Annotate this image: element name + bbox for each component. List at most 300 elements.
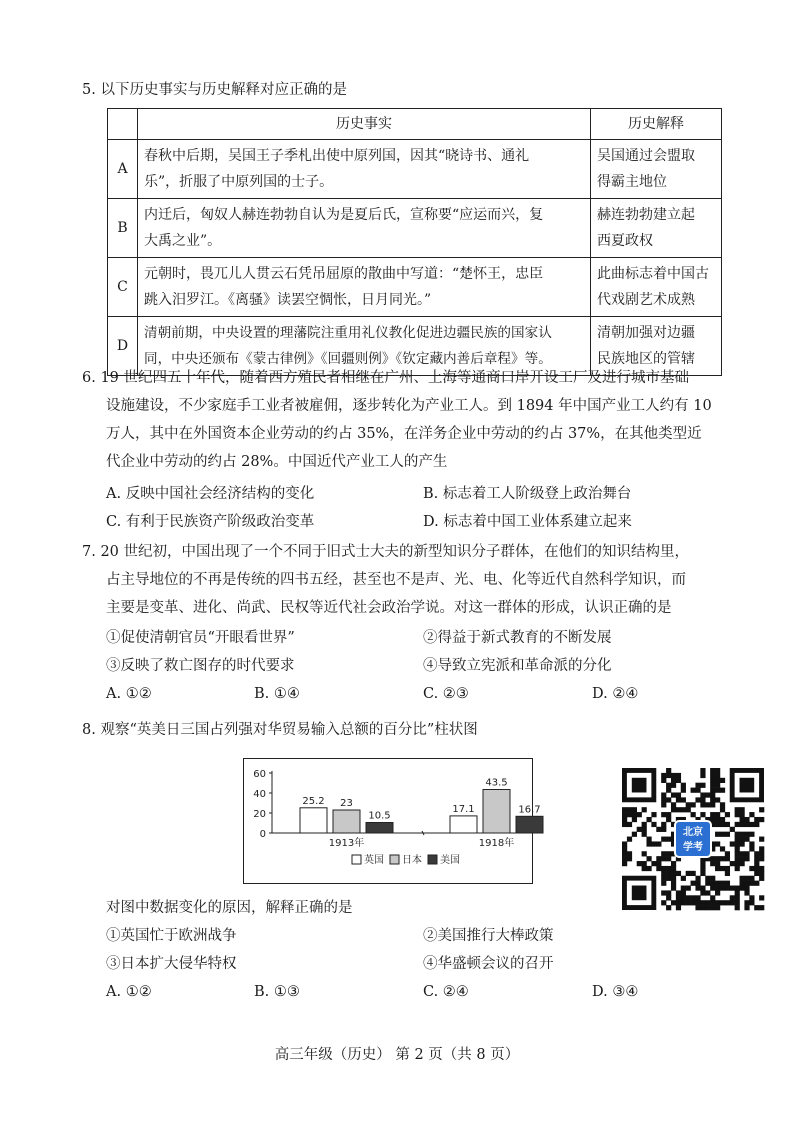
qr-module [700, 773, 705, 778]
table-row [108, 199, 722, 258]
legend-label: 美国 [440, 855, 460, 866]
row-explanation: 赫连勃勃建立起 西夏政权 [591, 199, 722, 258]
qr-module [691, 881, 696, 886]
qr-module [671, 886, 676, 891]
qr-module [627, 856, 632, 861]
qr-module [754, 856, 759, 861]
qr-module [705, 881, 710, 886]
header-explanation: 历史解释 [591, 109, 722, 140]
qr-module [740, 841, 745, 846]
q8-option-a[interactable]: A. ①② [106, 984, 152, 1000]
qr-module [656, 856, 661, 861]
legend-swatch [390, 855, 399, 864]
qr-module [715, 905, 720, 910]
qr-module [735, 837, 740, 842]
qr-module [744, 822, 749, 827]
qr-module [671, 807, 676, 812]
qr-module [725, 886, 730, 891]
qr-module [725, 881, 730, 886]
qr-module [740, 851, 745, 856]
qr-module [622, 817, 627, 822]
qr-badge-line1: 北京 [683, 827, 703, 838]
qr-module [735, 886, 740, 891]
qr-module [676, 797, 681, 802]
qr-module [666, 817, 671, 822]
qr-module [744, 856, 749, 861]
data-label: 16.7 [518, 804, 541, 816]
header-fact: 历史事实 [138, 109, 591, 140]
qr-module [632, 812, 637, 817]
qr-module [710, 881, 715, 886]
qr-module [700, 797, 705, 802]
qr-module [715, 861, 720, 866]
qr-module [676, 890, 681, 895]
qr-module [681, 876, 686, 881]
qr-module [720, 881, 725, 886]
qr-module [671, 792, 676, 797]
qr-module [720, 778, 725, 783]
qr-module [744, 886, 749, 891]
qr-module [705, 890, 710, 895]
qr-module [700, 871, 705, 876]
qr-module [705, 876, 710, 881]
q6-option-a[interactable]: A. 反映中国社会经济结构的变化 [106, 486, 315, 502]
qr-module [744, 832, 749, 837]
qr-module [656, 866, 661, 871]
qr-module [646, 841, 651, 846]
qr-module [715, 788, 720, 793]
qr-module [710, 856, 715, 861]
qr-module [735, 832, 740, 837]
qr-module [744, 876, 749, 881]
q8-option-c[interactable]: C. ②④ [423, 984, 469, 1000]
qr-module [710, 792, 715, 797]
qr-module [666, 797, 671, 802]
qr-module [740, 832, 745, 837]
qr-module [656, 861, 661, 866]
qr-module [627, 822, 632, 827]
qr-module [715, 768, 720, 773]
qr-module [754, 905, 759, 910]
data-label: 43.5 [485, 777, 508, 789]
qr-module [686, 807, 691, 812]
qr-module [725, 851, 730, 856]
q6-option-b[interactable]: B. 标志着工人阶级登上政治舞台 [423, 486, 632, 502]
qr-module [735, 866, 740, 871]
qr-module [705, 905, 710, 910]
qr-module [710, 905, 715, 910]
qr-module [735, 905, 740, 910]
qr-module [730, 841, 735, 846]
qr-module [744, 837, 749, 842]
q6-option-d[interactable]: D. 标志着中国工业体系建立起来 [423, 514, 632, 530]
qr-module [661, 890, 666, 895]
qr-module [700, 792, 705, 797]
qr-module [759, 871, 764, 876]
qr-module [676, 773, 681, 778]
qr-module [715, 866, 720, 871]
q5-stem: 5. 以下历史事实与历史解释对应正确的是 [82, 82, 347, 98]
row-fact: 元朝时，畏兀儿人贯云石凭吊屈原的散曲中写道：“楚怀王，忠臣 跳入汨罗江。《离骚》读罢空惆怅，日月同光。” [138, 258, 591, 317]
y-tick-label: 60 [253, 769, 266, 780]
qr-module [666, 856, 671, 861]
qr-module [710, 886, 715, 891]
qr-module [642, 851, 647, 856]
qr-module [686, 895, 691, 900]
qr-module [735, 895, 740, 900]
qr-module [681, 886, 686, 891]
qr-module [661, 856, 666, 861]
qr-module [754, 817, 759, 822]
bar-美国 [366, 823, 393, 834]
qr-module [735, 846, 740, 851]
qr-module [749, 846, 754, 851]
qr-module [642, 866, 647, 871]
qr-module [691, 802, 696, 807]
qr-module [715, 812, 720, 817]
qr-module [646, 817, 651, 822]
bar-chart-svg [244, 759, 541, 883]
qr-module [715, 900, 720, 905]
q7-line: 7. 20 世纪初，中国出现了一个不同于旧式士大夫的新型知识分子群体，在他们的知识结构里， [82, 544, 689, 560]
qr-module [695, 900, 700, 905]
data-label: 23 [340, 798, 353, 809]
qr-module [681, 895, 686, 900]
qr-module [622, 856, 627, 861]
qr-module [710, 768, 715, 773]
row-label: A [108, 140, 138, 199]
header-blank [108, 109, 138, 140]
qr-module [695, 788, 700, 793]
qr-module [720, 856, 725, 861]
qr-module [666, 895, 671, 900]
qr-module [740, 807, 745, 812]
qr-module [715, 783, 720, 788]
qr-module [715, 832, 720, 837]
qr-module [715, 822, 720, 827]
qr-module [666, 866, 671, 871]
qr-module [735, 861, 740, 866]
qr-module [700, 905, 705, 910]
qr-module [661, 802, 666, 807]
qr-module [759, 851, 764, 856]
qr-module [671, 871, 676, 876]
qr-module [735, 851, 740, 856]
qr-module [754, 822, 759, 827]
qr-module [700, 890, 705, 895]
qr-module [759, 876, 764, 881]
qr-module [622, 851, 627, 856]
qr-module [622, 846, 627, 851]
qr-module [710, 797, 715, 802]
qr-module [720, 832, 725, 837]
qr-module [705, 802, 710, 807]
qr-module [666, 812, 671, 817]
qr-module [666, 783, 671, 788]
q8-question: 对图中数据变化的原因，解释正确的是 [106, 900, 353, 916]
qr-module [671, 861, 676, 866]
qr-module [735, 822, 740, 827]
q6-line: 万人，其中在外国资本企业劳动的约占 35%，在洋务企业中劳动的约占 37%，在其他类型近 [106, 426, 702, 442]
row-fact: 春秋中后期，吴国王子季札出使中原列国，因其“晓诗书、通礼 乐”，折服了中原列国的士子。 [138, 140, 591, 199]
y-tick-label: 20 [253, 809, 266, 820]
qr-module [632, 817, 637, 822]
qr-module [749, 832, 754, 837]
q6-option-c[interactable]: C. 有利于民族资产阶级政治变革 [106, 514, 315, 530]
qr-module [671, 773, 676, 778]
qr-module [642, 827, 647, 832]
qr-module [642, 832, 647, 837]
q7-option-d[interactable]: D. ②④ [592, 686, 639, 702]
qr-module [730, 895, 735, 900]
row-label: B [108, 199, 138, 258]
qr-module [686, 871, 691, 876]
qr-module [661, 900, 666, 905]
qr-module [700, 861, 705, 866]
qr-module [627, 851, 632, 856]
table-row [108, 140, 722, 199]
qr-module [759, 837, 764, 842]
qr-module [740, 886, 745, 891]
qr-module [700, 802, 705, 807]
qr-module [715, 856, 720, 861]
qr-module [744, 851, 749, 856]
qr-module [720, 817, 725, 822]
qr-module [661, 812, 666, 817]
qr-module [710, 812, 715, 817]
qr-module [681, 890, 686, 895]
qr-module [749, 866, 754, 871]
q7-item: ①促使清朝官员“开眼看世界” [106, 630, 295, 646]
qr-module [695, 886, 700, 891]
qr-module [622, 812, 627, 817]
qr-module [700, 886, 705, 891]
bar-日本 [333, 810, 360, 833]
qr-module [720, 866, 725, 871]
category-label: 1918年 [478, 838, 515, 849]
qr-module [666, 890, 671, 895]
qr-module [710, 876, 715, 881]
qr-module [715, 886, 720, 891]
q6-line: 设施建设，不少家庭手工业者被雇佣，逐步转化为产业工人。到 1894 年中国产业工人约有 10 [106, 398, 712, 414]
qr-module [651, 841, 656, 846]
qr-module [730, 861, 735, 866]
qr-module [671, 876, 676, 881]
qr-module [661, 871, 666, 876]
qr-module [715, 841, 720, 846]
qr-module [749, 841, 754, 846]
qr-module [740, 881, 745, 886]
qr-module [671, 778, 676, 783]
qr-module [656, 841, 661, 846]
qr-module [691, 812, 696, 817]
bar-英国 [300, 808, 327, 833]
qr-module [666, 837, 671, 842]
qr-module [759, 817, 764, 822]
qr-module [710, 788, 715, 793]
qr-module [710, 900, 715, 905]
qr-module [695, 905, 700, 910]
qr-module [627, 812, 632, 817]
qr-module [646, 837, 651, 842]
qr-module [676, 792, 681, 797]
qr-module [720, 788, 725, 793]
qr-module [661, 881, 666, 886]
qr-module [661, 822, 666, 827]
qr-module [622, 807, 627, 812]
qr-module [666, 851, 671, 856]
qr-module [759, 905, 764, 910]
qr-module [686, 802, 691, 807]
legend-swatch [428, 855, 437, 864]
qr-module [681, 783, 686, 788]
qr-module [661, 797, 666, 802]
qr-module [749, 881, 754, 886]
qr-module [646, 856, 651, 861]
qr-module [676, 807, 681, 812]
qr-module [700, 900, 705, 905]
qr-module [700, 768, 705, 773]
qr-module [661, 778, 666, 783]
qr-module [740, 861, 745, 866]
qr-module [744, 890, 749, 895]
q7-item: ③反映了救亡图存的时代要求 [106, 658, 295, 674]
qr-module [735, 841, 740, 846]
qr-module [627, 837, 632, 842]
q8-stem: 8. 观察“英美日三国占列强对华贸易输入总额的百分比”柱状图 [82, 722, 478, 738]
qr-module [676, 905, 681, 910]
q8-item: ③日本扩大侵华特权 [106, 956, 237, 972]
qr-module [691, 895, 696, 900]
qr-module [759, 895, 764, 900]
qr-module [681, 797, 686, 802]
qr-module [666, 876, 671, 881]
qr-module [691, 900, 696, 905]
qr-module [691, 871, 696, 876]
qr-module [637, 812, 642, 817]
qr-module [744, 881, 749, 886]
qr-module [671, 783, 676, 788]
qr-module [759, 807, 764, 812]
qr-module [754, 861, 759, 866]
qr-module [651, 812, 656, 817]
qr-module [710, 783, 715, 788]
qr-module [720, 886, 725, 891]
qr-module [627, 807, 632, 812]
legend-swatch [352, 855, 361, 864]
qr-module [700, 783, 705, 788]
qr-module [749, 812, 754, 817]
q8-item: ①英国忙于欧洲战争 [106, 928, 237, 944]
qr-module [725, 832, 730, 837]
qr-module [710, 778, 715, 783]
qr-badge [674, 820, 712, 858]
qr-module [720, 900, 725, 905]
qr-module [740, 856, 745, 861]
q8-option-d[interactable]: D. ③④ [592, 984, 639, 1000]
qr-module [676, 778, 681, 783]
q8-option-b[interactable]: B. ①③ [254, 984, 300, 1000]
q7-option-c[interactable]: C. ②③ [423, 686, 469, 702]
qr-module [671, 881, 676, 886]
legend-label: 日本 [402, 855, 422, 866]
qr-module [700, 866, 705, 871]
page-footer: 高三年级（历史） 第 2 页（共 8 页） [274, 1047, 520, 1063]
qr-module [715, 890, 720, 895]
qr-module [661, 837, 666, 842]
qr-module [740, 822, 745, 827]
q7-item: ④导致立宪派和革命派的分化 [423, 658, 612, 674]
qr-module [622, 861, 627, 866]
qr-module [735, 900, 740, 905]
row-explanation: 吴国通过会盟取 得霸主地位 [591, 140, 722, 199]
q6-line: 代企业中劳动的约占 28%。中国近代产业工人的产生 [106, 454, 448, 470]
qr-module [681, 807, 686, 812]
qr-module [681, 788, 686, 793]
qr-module [676, 900, 681, 905]
qr-module [754, 851, 759, 856]
qr-module [720, 822, 725, 827]
q7-option-a[interactable]: A. ①② [106, 686, 152, 702]
qr-module [666, 871, 671, 876]
qr-module [715, 817, 720, 822]
qr-module [651, 822, 656, 827]
qr-module [715, 773, 720, 778]
qr-module [632, 807, 637, 812]
qr-module [740, 876, 745, 881]
qr-module [642, 861, 647, 866]
qr-module [661, 866, 666, 871]
qr-module [691, 788, 696, 793]
qr-module [661, 876, 666, 881]
q7-line: 占主导地位的不再是传统的四书五经，甚至也不是声、光、电、化等近代自然科学知识，而 [106, 572, 686, 588]
qr-module [735, 890, 740, 895]
qr-module [661, 827, 666, 832]
bar-日本 [483, 790, 510, 834]
row-label: C [108, 258, 138, 317]
qr-module [715, 881, 720, 886]
qr-module [705, 792, 710, 797]
qr-module [671, 866, 676, 871]
table-header-row [108, 109, 722, 140]
qr-module [735, 807, 740, 812]
q7-item: ②得益于新式教育的不断发展 [423, 630, 612, 646]
qr-module [710, 861, 715, 866]
y-tick-label: 40 [253, 789, 266, 800]
qr-module [637, 827, 642, 832]
qr-module [744, 900, 749, 905]
qr-module [735, 856, 740, 861]
history-table [107, 108, 722, 376]
qr-module [656, 827, 661, 832]
qr-module [725, 866, 730, 871]
qr-module [754, 881, 759, 886]
q7-option-b[interactable]: B. ①④ [254, 686, 300, 702]
q6-line: 6. 19 世纪四五十年代，随着西方殖民者相继在广州、上海等通商口岸开设工厂及进行城市基础 [82, 370, 689, 386]
bar-英国 [450, 816, 477, 833]
qr-finder-core [632, 886, 647, 901]
qr-module [622, 822, 627, 827]
row-fact: 清朝前期，中央设置的理藩院注重用礼仪教化促进边疆民族的国家认 同，中央还颁布《蒙古律例》《回疆则例》《钦定藏内善后章程》等。 [138, 317, 591, 376]
qr-module [744, 905, 749, 910]
qr-module [730, 900, 735, 905]
qr-finder-core [740, 778, 755, 793]
qr-module [666, 905, 671, 910]
qr-module [646, 866, 651, 871]
qr-module [695, 797, 700, 802]
qr-module [725, 822, 730, 827]
qr-module [744, 817, 749, 822]
